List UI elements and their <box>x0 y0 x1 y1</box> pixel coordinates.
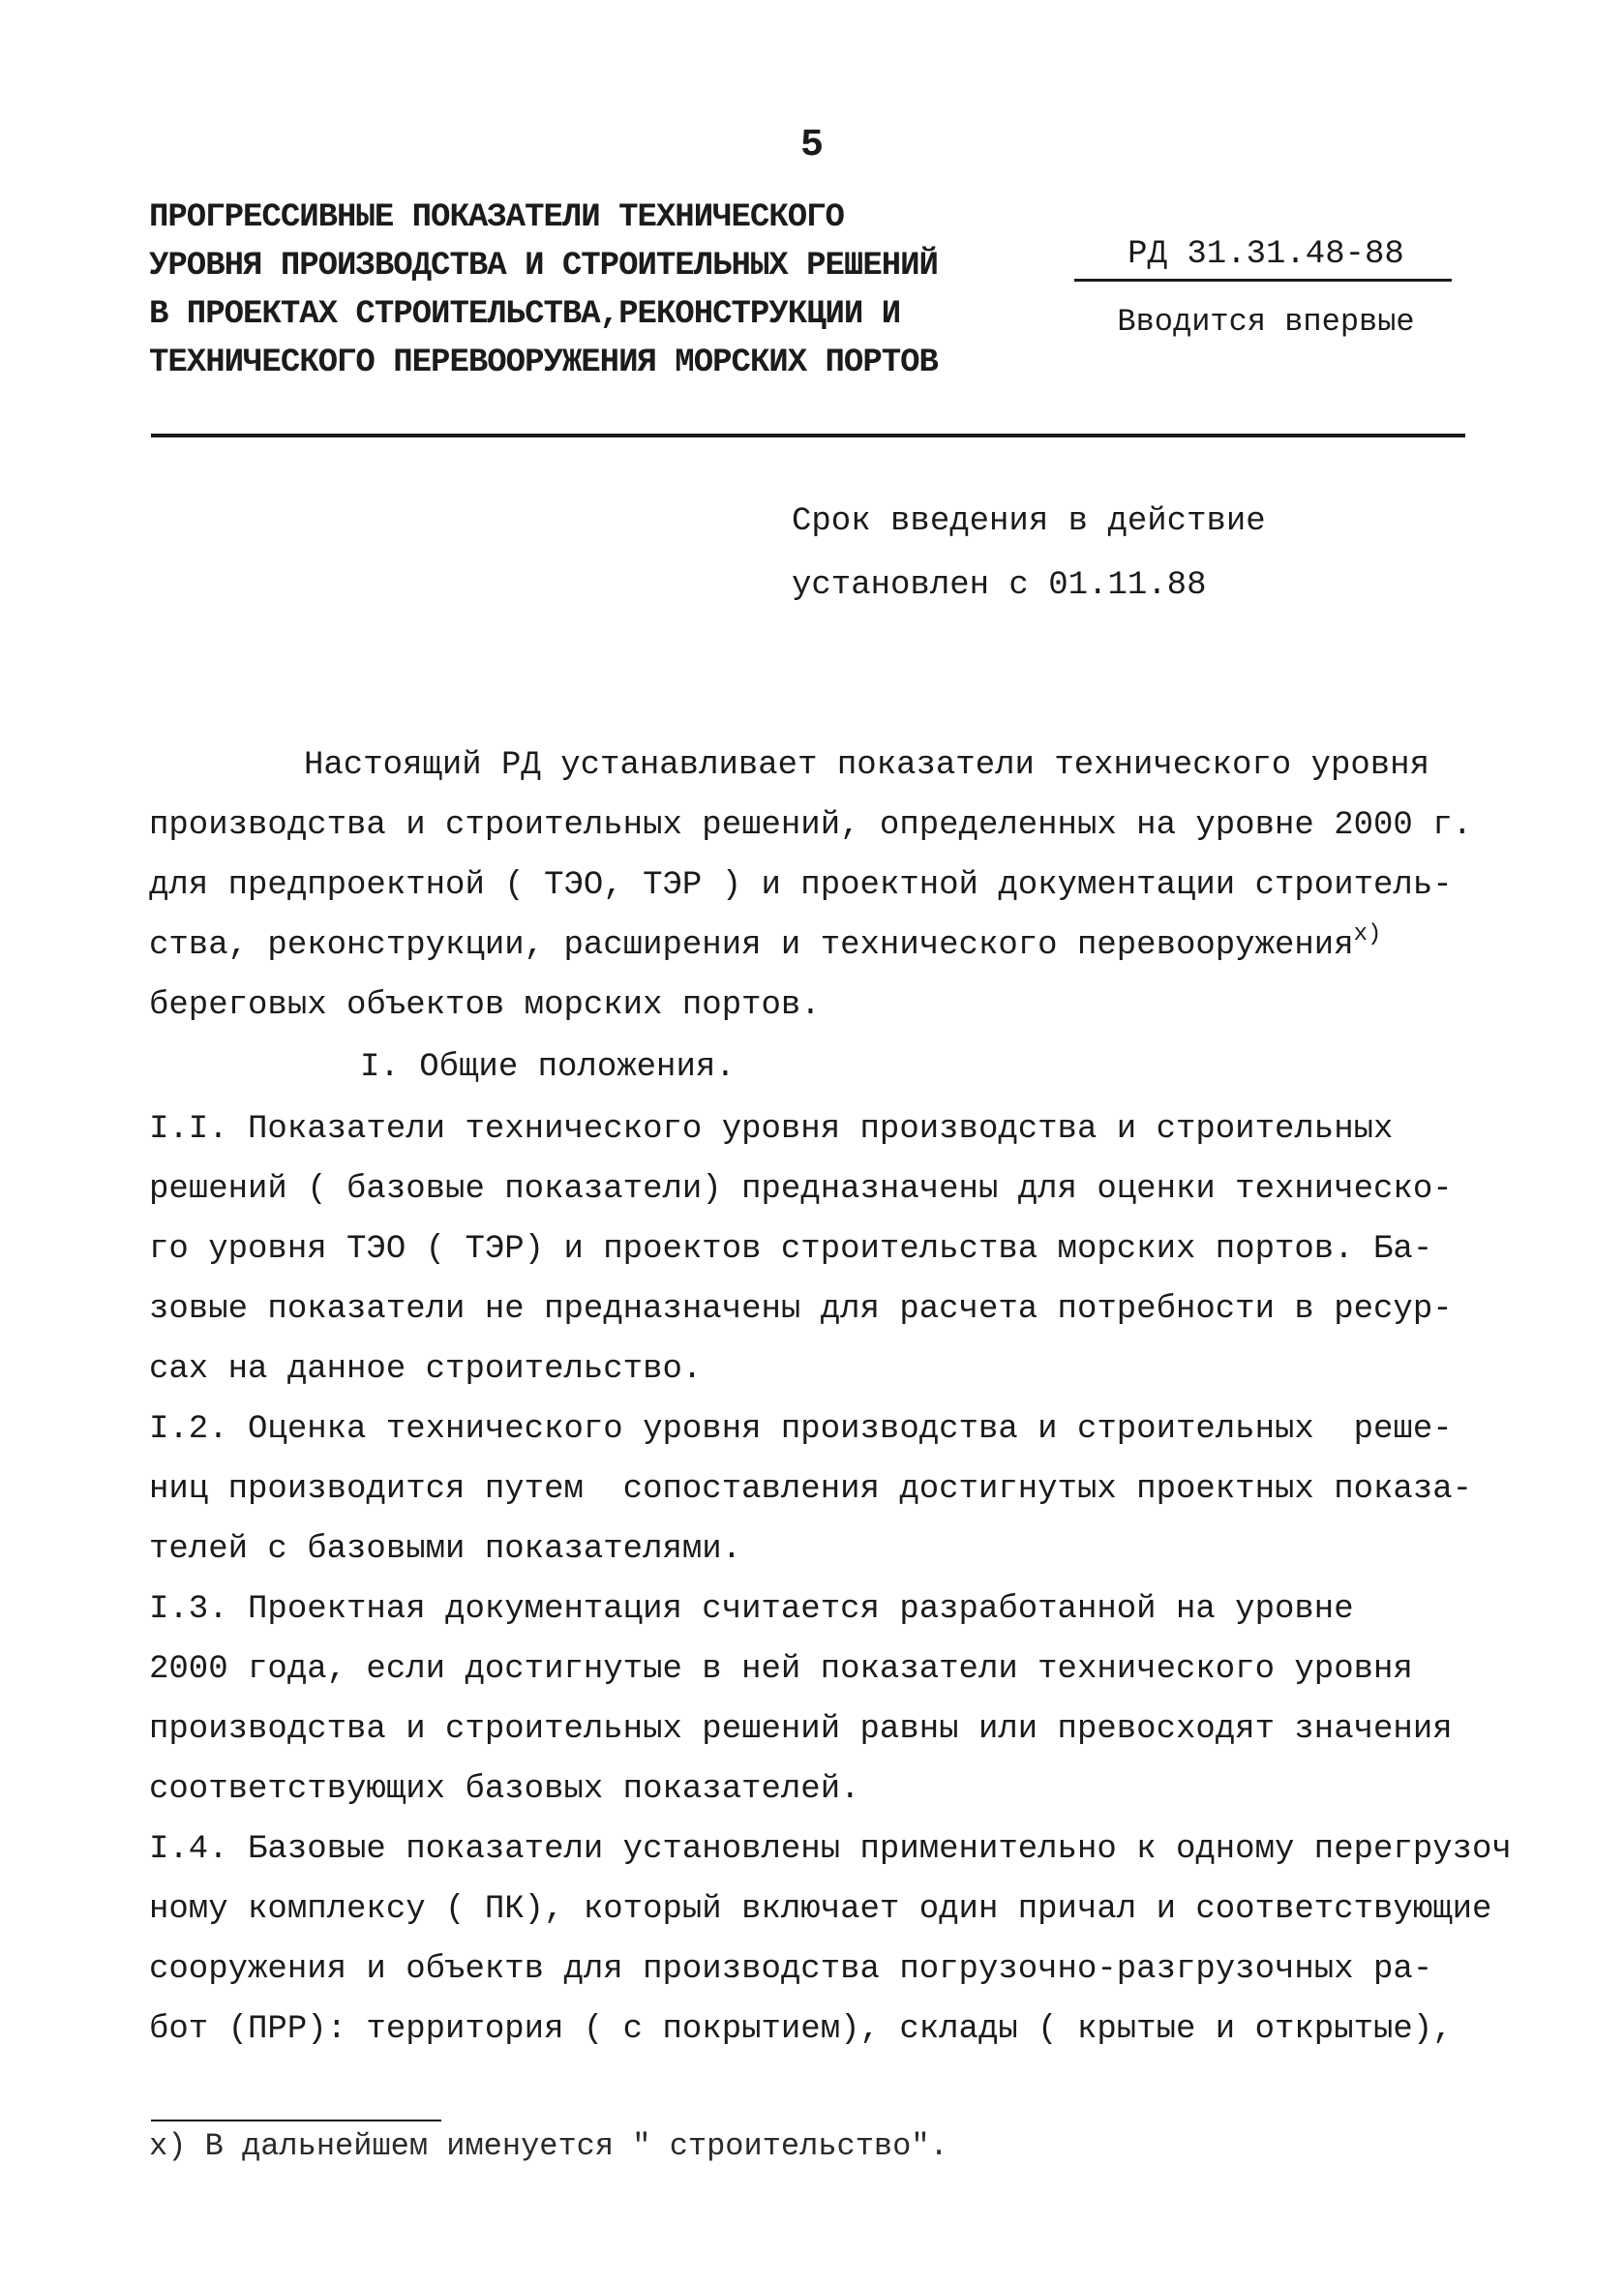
footnote: х) В дальнейшем именуется " строительство". <box>149 2128 948 2164</box>
text-line: соответствующих базовых показателей. <box>149 1771 860 1808</box>
text-line: 2000 года, если достигнутые в ней показатели технического уровня <box>149 1651 1413 1688</box>
intro-paragraph <box>149 736 1485 1036</box>
title-line: ТЕХНИЧЕСКОГО ПЕРЕВООРУЖЕНИЯ МОРСКИХ ПОРТОВ <box>149 345 938 381</box>
footnote-mark: х) <box>1353 921 1382 947</box>
document-designation <box>1072 232 1459 342</box>
title-line: УРОВНЯ ПРОИЗВОДСТВА И СТРОИТЕЛЬНЫХ РЕШЕНИЙ <box>149 248 938 285</box>
title-line: ПРОГРЕССИВНЫЕ ПОКАЗАТЕЛИ ТЕХНИЧЕСКОГО <box>149 199 844 236</box>
text-line: телей с базовыми показателями. <box>149 1531 742 1568</box>
text-line: производства и строительных решений, определенных на уровне 2000 г. <box>149 807 1473 844</box>
document-status: Вводится впервые <box>1117 304 1415 340</box>
header-divider <box>151 434 1465 437</box>
text-line: I.2. Оценка технического уровня производства и строительных реше- <box>149 1411 1453 1448</box>
text-line: зовые показатели не предназначены для расчета потребности в ресур- <box>149 1291 1453 1328</box>
document-title <box>149 194 1001 387</box>
effective-line: Срок введения в действие <box>792 503 1266 540</box>
code-underline <box>1074 279 1452 282</box>
text-line: решений ( базовые показатели) предназначены для оценки техническо- <box>149 1171 1453 1208</box>
text-line: Настоящий РД устанавливает показатели технического уровня <box>304 747 1429 784</box>
text-line: ному комплексу ( ПК), который включает один причал и соответствующие <box>149 1891 1492 1928</box>
text-line: бот (ПРР): территория ( с покрытием), склады ( крытые и открытые), <box>149 2011 1453 2048</box>
footnote-divider <box>151 2120 441 2121</box>
text-line-content: ства, реконструкции, расширения и технического перевооружения <box>149 927 1354 964</box>
title-line: В ПРОЕКТАХ СТРОИТЕЛЬСТВА,РЕКОНСТРУКЦИИ И <box>149 296 901 333</box>
section-body <box>149 1099 1512 2060</box>
text-line <box>149 916 1485 976</box>
text-line: ниц производится путем сопоставления достигнутых проектных показа- <box>149 1471 1473 1508</box>
body-text <box>149 736 1512 2060</box>
text-line: сооружения и объектв для производства погрузочно-разгрузочных ра- <box>149 1951 1433 1988</box>
text-line: сах на данное строительство. <box>149 1351 703 1388</box>
text-line: береговых объектов морских портов. <box>149 987 821 1024</box>
text-line: производства и строительных решений равны или превосходят значения <box>149 1711 1453 1748</box>
text-line: для предпроектной ( ТЭО, ТЭР ) и проектной документации строитель- <box>149 867 1453 904</box>
page-number: 5 <box>799 124 824 167</box>
text-line: I.3. Проектная документация считается разработанной на уровне <box>149 1591 1354 1628</box>
text-line: I.I. Показатели технического уровня производства и строительных <box>149 1111 1394 1148</box>
text-line: го уровня ТЭО ( ТЭР) и проектов строительства морских портов. Ба- <box>149 1231 1433 1268</box>
text-line: I.4. Базовые показатели установлены применительно к одному перегрузоч <box>149 1831 1512 1868</box>
effective-date-block <box>792 490 1266 617</box>
document-code: РД 31.31.48-88 <box>1128 236 1404 273</box>
section-heading: I. Общие положения. <box>360 1049 736 1086</box>
effective-line: установлен с 01.11.88 <box>792 567 1207 604</box>
